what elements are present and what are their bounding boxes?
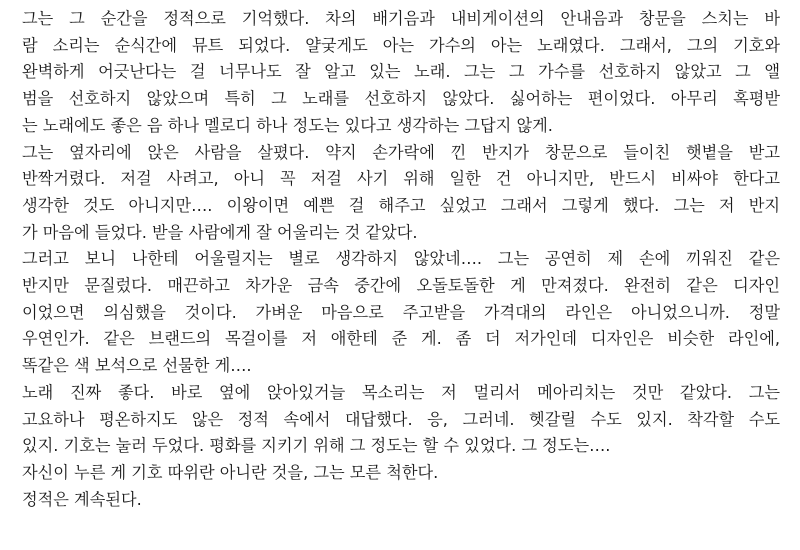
text-line: 생각한 것도 아니지만…. 이왕이면 예쁜 걸 해주고 싶었고 그래서 그렇게 했다. 그는 저 반지 bbox=[22, 195, 780, 215]
text-line: 우연인가. 같은 브랜드의 목걸이를 저 애한테 준 게. 좀 더 저가인데 디자인은 비슷한 라인에, bbox=[22, 329, 780, 349]
paragraph bbox=[16, 246, 780, 380]
text-line: 람 소리는 순식간에 뮤트 되었다. 얄궂게도 아는 가수의 아는 노래였다. 그래서, 그의 기호와 bbox=[22, 35, 780, 55]
text-line: 자신이 누른 게 기호 따위란 아니란 것을, 그는 모른 척한다. bbox=[22, 462, 439, 482]
text-line: 똑같은 색 보석으로 선물한 게…. bbox=[22, 356, 252, 376]
paragraph bbox=[16, 380, 780, 460]
text-line: 그는 옆자리에 앉은 사람을 살폈다. 약지 손가락에 낀 반지가 창문으로 들이친 햇볕을 받고 bbox=[22, 142, 780, 162]
paragraph bbox=[16, 460, 780, 487]
text-line: 있지. 기호는 눌러 두었다. 평화를 지키기 위해 그 정도는 할 수 있었다. 그 정도는…. bbox=[22, 436, 611, 456]
text-line: 그는 그 순간을 정적으로 기억했다. 차의 배기음과 내비게이션의 안내음과 창문을 스치는 바 bbox=[22, 9, 780, 28]
paragraph bbox=[16, 140, 780, 247]
text-line: 그러고 보니 나한테 어울릴지는 별로 생각하지 않았네…. 그는 공연히 제 손에 끼워진 같은 bbox=[22, 249, 780, 269]
text-line: 고요하나 평온하지도 않은 정적 속에서 대답했다. 응, 그러네. 헷갈릴 수도 있지. 착각할 수도 bbox=[22, 409, 780, 429]
text-line: 가 마음에 들었다. 받을 사람에게 잘 어울리는 것 같았다. bbox=[22, 222, 418, 242]
text-line: 정적은 계속된다. bbox=[22, 489, 142, 509]
text-line: 이었으면 의심했을 것이다. 가벼운 마음으로 주고받을 가격대의 라인은 아니었으니까. 정말 bbox=[22, 302, 780, 322]
text-line: 반짝거렸다. 저걸 사려고, 아니 꼭 저걸 사기 위해 일한 건 아니지만, 반드시 비싸야 한다고 bbox=[22, 169, 780, 189]
document-body bbox=[16, 6, 780, 513]
text-line: 노래 진짜 좋다. 바로 옆에 앉아있거늘 목소리는 저 멀리서 메아리치는 것만 같았다. 그는 bbox=[22, 382, 780, 402]
text-line: 범을 선호하지 않았으며 특히 그 노래를 선호하지 않았다. 싫어하는 편이었다. 아무리 혹평받 bbox=[22, 89, 780, 109]
text-line: 반지만 문질렀다. 매끈하고 차가운 금속 중간에 오돌토돌한 게 만져졌다. 완전히 같은 디자인 bbox=[22, 276, 780, 296]
text-line: 는 노래에도 좋은 음 하나 멜로디 하나 정도는 있다고 생각하는 그답지 않게. bbox=[22, 115, 553, 135]
paragraph bbox=[16, 487, 780, 514]
paragraph bbox=[16, 6, 780, 140]
text-line: 완벽하게 어긋난다는 걸 너무나도 잘 알고 있는 노래. 그는 그 가수를 선호하지 않았고 그 앨 bbox=[22, 62, 780, 82]
